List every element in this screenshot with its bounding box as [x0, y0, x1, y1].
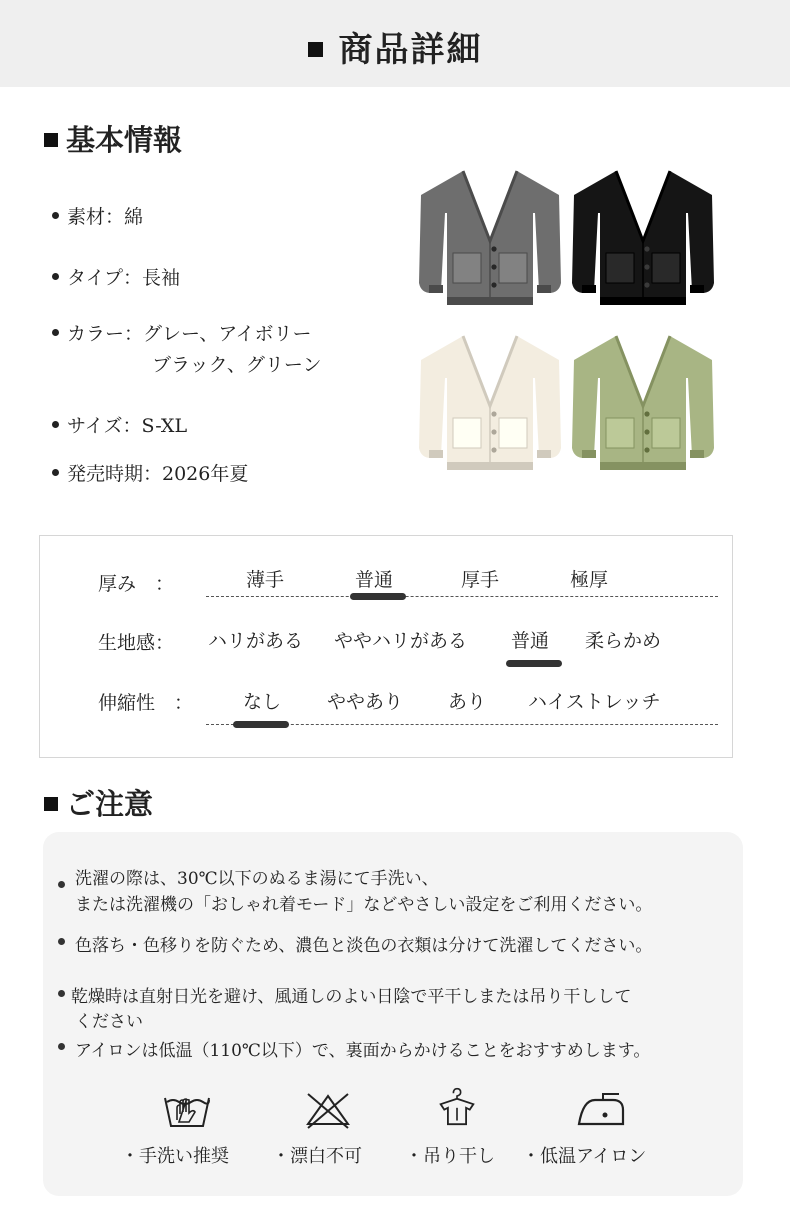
cardigan-gray-image	[417, 165, 563, 317]
info-size: サイズ：S-XL	[52, 411, 187, 438]
care-note: ください	[75, 1012, 143, 1032]
care-note: 乾燥時は直射日光を避け、風通しのよい日陰で平干しまたは吊り干しして	[71, 987, 632, 1007]
notes-title: ご注意	[44, 782, 153, 823]
bullet-icon	[58, 990, 65, 997]
bullet-icon	[52, 421, 59, 428]
spec-option-selected: 普通	[355, 569, 394, 591]
care-note: 洗濯の際は、30℃以下のぬるま湯にて手洗い、	[75, 869, 439, 889]
bullet-icon	[52, 329, 59, 336]
spec-divider	[206, 596, 718, 597]
spec-option-selected: なし	[243, 691, 282, 713]
spec-selected-marker	[506, 660, 562, 667]
cardigan-ivory-image	[417, 330, 563, 482]
care-note: 色落ち・色移りを防ぐため、濃色と淡色の衣類は分けて洗濯してください。	[75, 936, 653, 956]
spec-table	[39, 535, 733, 758]
bullet-icon	[52, 469, 59, 476]
bullet-icon	[58, 938, 65, 945]
care-icon-label: ・低温アイロン	[522, 1146, 647, 1167]
cardigan-black-image	[570, 165, 716, 317]
care-instructions-panel	[43, 832, 743, 1196]
spec-option: 柔らかめ	[585, 630, 662, 652]
spec-option: ややハリがある	[334, 630, 468, 652]
care-note: または洗濯機の「おしゃれ着モード」などやさしい設定をご利用ください。	[75, 895, 653, 915]
square-bullet-icon	[44, 133, 58, 147]
no-bleach-icon	[302, 1090, 354, 1130]
spec-label-stretch: 伸縮性 ：	[98, 692, 194, 714]
spec-option: ハイストレッチ	[528, 691, 661, 713]
spec-selected-marker	[233, 721, 289, 728]
info-color: カラー：グレー、アイボリー	[52, 319, 312, 346]
cardigan-green-image	[570, 330, 716, 482]
care-icon-label: ・吊り干し	[405, 1146, 495, 1167]
spec-label-thickness: 厚み ：	[98, 573, 175, 595]
spec-selected-marker	[350, 593, 406, 600]
low-iron-icon	[575, 1090, 627, 1130]
spec-option: あり	[448, 691, 487, 713]
hand-wash-icon	[161, 1090, 213, 1130]
info-release: 発売時期：2026年夏	[52, 459, 248, 486]
square-bullet-icon	[308, 42, 323, 57]
care-icon-label: ・手洗い推奨	[121, 1146, 229, 1167]
bullet-icon	[52, 212, 59, 219]
bullet-icon	[52, 273, 59, 280]
spec-option: ハリがある	[208, 630, 304, 652]
care-note: アイロンは低温（110℃以下）で、裏面からかけることをおすすめします。	[75, 1041, 651, 1061]
spec-option-selected: 普通	[511, 630, 550, 652]
info-type: タイプ：長袖	[52, 263, 180, 290]
care-icon-label: ・漂白不可	[272, 1146, 362, 1167]
spec-option: 厚手	[461, 569, 500, 591]
basic-info-title: 基本情報	[44, 118, 182, 159]
bullet-icon	[58, 1043, 65, 1050]
info-material: 素材：綿	[52, 202, 143, 229]
page-title: 商品詳細	[0, 22, 790, 71]
info-color-line2: ブラック、グリーン	[152, 354, 322, 376]
square-bullet-icon	[44, 797, 58, 811]
hang-dry-icon	[431, 1086, 483, 1126]
spec-option: 極厚	[570, 569, 609, 591]
spec-label-texture: 生地感：	[98, 632, 175, 654]
spec-option: ややあり	[327, 691, 404, 713]
bullet-icon	[58, 881, 65, 888]
spec-option: 薄手	[246, 569, 285, 591]
